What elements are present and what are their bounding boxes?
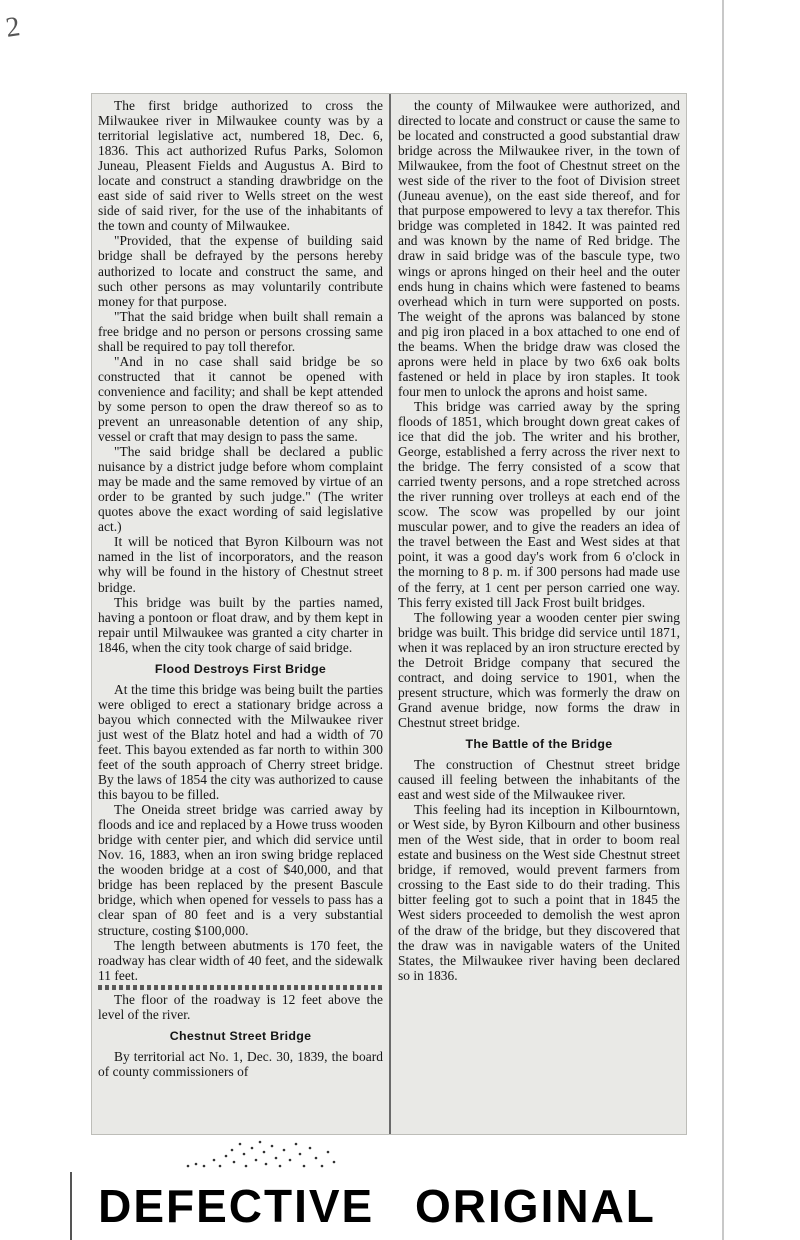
page-number: 2 — [3, 11, 23, 44]
left-paragraphs-b — [98, 682, 383, 983]
article-paragraph: "That the said bridge when built shall remain a free bridge and no person or persons crossing same shall be required to pay toll therefor. — [98, 308, 383, 354]
article-paragraph: This feeling had its inception in Kilbourntown, or West side, by Byron Kilbourn and other business men of the West side, that in order to boom real estate and business on the West side Chestnut street bridge, if removed, would prevent farmers from crossing to the East side to do their trading. This bitter feeling got to such a point that in 1845 the West siders proceeded to demolish the west apron of the draw of the bridge, but they discovered that the draw was in navigable waters of the United States, the Milwaukee river having been declared so in 1836. — [398, 802, 680, 983]
left-column — [92, 94, 389, 1134]
heading-battle-of-the-bridge: The Battle of the Bridge — [465, 736, 613, 751]
article-paragraph: "And in no case shall said bridge be so constructed that it cannot be opened with convenience and facility; and shall be kept attended by some person to open the draw thereof so as to prevent an unreasonable detention of any ship, vessel or craft that may design to pass the same. — [98, 353, 383, 445]
heading-chestnut-street-bridge: Chestnut Street Bridge — [169, 1028, 312, 1043]
column-divider — [389, 94, 391, 1134]
heading-flood-destroys-first-bridge: Flood Destroys First Bridge — [154, 661, 327, 676]
article-paragraph: This bridge was built by the parties named, having a pontoon or float draw, and by them kept in repair until Milwaukee was granted a city charter in 1846, when the city took charge of said bridge. — [98, 594, 383, 655]
article-paragraph: the county of Milwaukee were authorized, and directed to locate and construct or cause the same to be located and constructed a good substantial draw bridge across the Milwaukee river, in the town of Milwaukee, from the foot of Chestnut street on the west side of the river to the foot of Division street (Juneau avenue), on the east side thereof, and for that purpose empowered to levy a tax therefor. This bridge was completed in 1842. It was painted red and was known by the name of Red bridge. The draw in said bridge was of the bascule type, two wings or aprons hinged on their heel and the outer ends hung in chains which were fastened to beams overhead which in turn were supported on posts. The weight of the aprons was balanced by stone and pig iron placed in a box attached to one end of the beams. When the bridge draw was closed the aprons were held in place by two 6x6 oak bolts fastened or held in place by iron staples. It took four men to unlock the aprons and hoist same. — [398, 98, 680, 399]
article-paragraph: The Oneida street bridge was carried away by floods and ice and replaced by a Howe truss wooden bridge with center pier, and which did service until Nov. 16, 1883, when an iron swing bridge replaced the wooden bridge at a cost of $40,000, and that bridge has been replaced by the present Bascule bridge, which when opened for vessels to pass has a clear span of 80 feet and is a very substantial structure, costing $100,000. — [98, 802, 383, 938]
left-paragraphs-d — [98, 1049, 383, 1079]
right-paragraphs-b — [398, 757, 680, 983]
newspaper-clipping — [92, 94, 686, 1134]
right-margin-line — [722, 0, 724, 1240]
article-paragraph: "Provided, that the expense of building said bridge shall be defrayed by the persons hereby authorized to locate and construct the same, and such other persons as may voluntarily contribute money for that purpose. — [98, 233, 383, 309]
perforation-marks — [180, 1136, 340, 1172]
right-column — [392, 94, 686, 1134]
article-paragraph: At the time this bridge was being built the parties were obliged to erect a stationary bridge across a bayou which connected with the Milwaukee river just west of the Blatz hotel and had a width of 70 feet. This bayou extended as far north to within 300 feet of the south approach of Cherry street bridge. By the laws of 1854 the city was authorized to cause this bayou to be filled. — [98, 681, 383, 803]
left-paragraphs-a — [98, 98, 383, 655]
article-paragraph: The first bridge authorized to cross the Milwaukee river in Milwaukee county was by a territorial legislative act, numbered 18, Dec. 6, 1836. This act authorized Rufus Parks, Solomon Juneau, Pleasent Fields and Augustus A. Bird to locate and construct a standing drawbridge on the east side of said river to Wells street on the west side of said river, for the use of the inhabitants of the town and county of Milwaukee. — [98, 98, 383, 234]
article-paragraph: The following year a wooden center pier swing bridge was built. This bridge did service until 1871, when it was replaced by an iron structure erected by the Detroit Bridge company that secured the contract, and doing service to 1901, when the present structure, which was formerly the draw on Grand avenue bridge, now forms the draw in Chestnut street bridge. — [398, 609, 680, 730]
left-paragraphs-c — [98, 992, 383, 1022]
article-paragraph: It will be noticed that Byron Kilbourn was not named in the list of incorporators, and the reason why will be found in the history of Chestnut street bridge. — [98, 534, 383, 595]
article-paragraph: The floor of the roadway is 12 feet above the level of the river. — [98, 991, 383, 1022]
article-paragraph: By territorial act No. 1, Dec. 30, 1839, the board of county commissioners of — [98, 1048, 383, 1079]
right-paragraphs-a — [398, 98, 680, 730]
article-paragraph: This bridge was carried away by the spring floods of 1851, which brought down great cakes of ice that did the job. The writer and his brother, George, established a ferry across the river next to the bridge. The ferry consisted of a scow that carried twenty persons, and a rope stretched across the river running over trolleys at each end of the scow. The scow was propelled by our joint muscular power, and to give the readers an idea of the travel between the East and West sides at that point, it was a good day's work from 6 o'clock in the morning to 8 p. m. if 300 persons had made use of the ferry, at 1 cent per person carried one way. This ferry existed till Jack Frost built bridges. — [398, 398, 680, 610]
column-rule — [98, 985, 383, 990]
article-paragraph: The length between abutments is 170 feet, the roadway has clear width of 40 feet, and the sidewalk 11 feet. — [98, 937, 383, 983]
defective-original-stamp: DEFECTIVE ORIGINAL — [70, 1172, 682, 1240]
article-paragraph: "The said bridge shall be declared a public nuisance by a district judge before whom complaint may be made and the same removed by virtue of an order to be granted by such judge." (The writer quotes above the exact wording of said legislative act.) — [98, 444, 383, 535]
article-paragraph: The construction of Chestnut street bridge caused ill feeling between the inhabitants of the east and west side of the Milwaukee river. — [398, 757, 680, 803]
